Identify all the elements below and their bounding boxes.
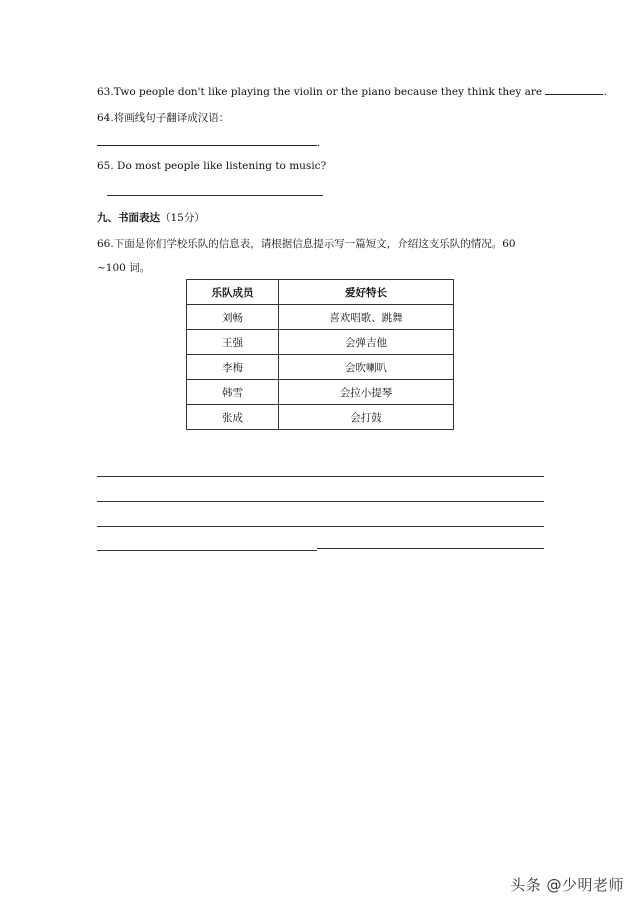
question-63 xyxy=(97,84,607,98)
answer-blank-65[interactable] xyxy=(107,195,323,196)
answer-blank-64[interactable] xyxy=(97,135,317,146)
member-skill: 会打鼓 xyxy=(279,405,454,430)
question-64-text: 64.将画线句子翻译成汉语： xyxy=(97,112,230,124)
answer-line-64 xyxy=(97,135,320,149)
watermark: 头条 @少明老师 xyxy=(510,876,624,894)
table-row xyxy=(187,330,454,355)
table-row xyxy=(187,305,454,330)
member-name: 张成 xyxy=(187,405,279,430)
question-66-line-1: 66.下面是你们学校乐队的信息表，请根据信息提示写一篇短文，介绍这支乐队的情况。60 xyxy=(97,238,516,250)
table-header-row xyxy=(187,280,454,305)
header-member: 乐队成员 xyxy=(187,280,279,305)
writing-line-2[interactable] xyxy=(97,501,544,502)
member-name: 刘畅 xyxy=(187,305,279,330)
writing-line-3[interactable] xyxy=(97,526,544,527)
table-row xyxy=(187,405,454,430)
answer-64-end: . xyxy=(317,137,321,149)
question-64 xyxy=(97,110,229,125)
member-skill: 会拉小提琴 xyxy=(279,380,454,405)
section-9-score: （15分） xyxy=(160,212,205,224)
writing-line-4a[interactable] xyxy=(97,550,317,551)
member-name: 李梅 xyxy=(187,355,279,380)
header-skill: 爱好特长 xyxy=(279,280,454,305)
question-65-text: 65. Do most people like listening to music? xyxy=(97,160,327,172)
member-name: 韩雪 xyxy=(187,380,279,405)
band-info-table xyxy=(186,279,454,430)
member-skill: 会弹吉他 xyxy=(279,330,454,355)
table-row xyxy=(187,355,454,380)
answer-blank-63[interactable] xyxy=(545,84,603,95)
writing-line-4b[interactable] xyxy=(317,548,544,549)
question-63-end: . xyxy=(603,86,607,98)
member-name: 王强 xyxy=(187,330,279,355)
table-row xyxy=(187,380,454,405)
section-9-title: 九、书面表达 xyxy=(97,212,160,224)
question-66-line-2: ~100 词。 xyxy=(97,262,151,274)
member-skill: 会吹喇叭 xyxy=(279,355,454,380)
question-63-text: 63.Two people don't like playing the violin or the piano because they think they are xyxy=(97,86,546,98)
writing-line-1[interactable] xyxy=(97,476,544,477)
question-65 xyxy=(97,160,326,172)
member-skill: 喜欢唱歌、跳舞 xyxy=(279,305,454,330)
section-9-heading xyxy=(97,210,205,225)
